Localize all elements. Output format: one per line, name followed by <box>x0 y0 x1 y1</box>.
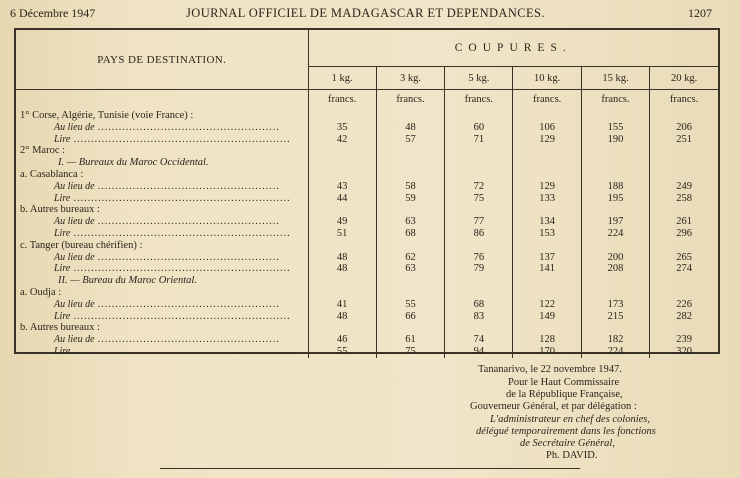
rate-cell <box>308 322 376 334</box>
rate-cell: 42 <box>336 133 348 145</box>
weight-header: 20 kg. <box>650 67 718 90</box>
rate-cell: 320 <box>650 346 718 358</box>
table-row <box>16 346 718 358</box>
rate-cell <box>581 322 649 334</box>
rate-cell <box>308 287 376 299</box>
unit-label: francs. <box>581 90 649 111</box>
rate-cell: 48 <box>376 122 444 134</box>
rate-cell: 188 <box>581 181 649 193</box>
rate-cell: 190 <box>581 134 649 146</box>
row-label <box>16 322 308 334</box>
units-row <box>16 90 718 111</box>
rate-cell: 134 <box>513 216 581 228</box>
rate-cell: 239 <box>650 334 718 346</box>
rate-cell <box>445 204 513 216</box>
rate-cell: 59 <box>376 193 444 205</box>
row-label <box>16 193 308 205</box>
rate-cell: 173 <box>581 299 649 311</box>
rate-cell <box>650 240 718 252</box>
rate-cell: 51 <box>336 227 348 239</box>
rate-cell <box>308 240 376 252</box>
rate-cell: 55 <box>376 299 444 311</box>
rate-cell <box>650 204 718 216</box>
rate-cell: 94 <box>445 346 513 358</box>
row-label-text: Lire <box>54 345 71 357</box>
rate-cell <box>581 275 649 287</box>
rate-cell: 58 <box>376 181 444 193</box>
row-label-text: Lire <box>54 263 71 275</box>
table-row <box>16 252 718 264</box>
rate-cell <box>513 287 581 299</box>
rate-cell: 68 <box>376 228 444 240</box>
rate-cell: 258 <box>650 193 718 205</box>
rate-cell <box>581 287 649 299</box>
rate-cell: 43 <box>336 180 348 192</box>
row-label <box>16 204 308 216</box>
rate-cell <box>376 157 444 169</box>
rate-cell <box>581 157 649 169</box>
row-label-text: Au lieu de <box>54 298 95 310</box>
signature-line-3: Gouverneur Général, et par délégation : <box>470 401 637 412</box>
rate-cell <box>513 204 581 216</box>
rate-cell: 249 <box>650 181 718 193</box>
row-label-text: a. Oudja : <box>20 286 62 298</box>
signature-line-2: de la République Française, <box>506 389 623 400</box>
rate-cell: 66 <box>376 311 444 323</box>
rate-cell: 251 <box>650 134 718 146</box>
rate-cell <box>308 169 376 181</box>
tariff-table-body <box>16 90 718 358</box>
rate-cell <box>650 275 718 287</box>
rate-cell: 215 <box>581 311 649 323</box>
row-label-text: Lire <box>54 310 71 322</box>
rate-cell <box>650 322 718 334</box>
rate-cell: 206 <box>650 122 718 134</box>
row-label-text: Au lieu de <box>54 334 95 346</box>
table-row <box>16 228 718 240</box>
rate-cell: 63 <box>376 216 444 228</box>
rate-cell: 170 <box>513 346 581 358</box>
table-row <box>16 311 718 323</box>
rate-cell <box>308 204 376 216</box>
rate-cell: 282 <box>650 311 718 323</box>
row-label-text: Lire <box>54 133 71 145</box>
rate-cell: 141 <box>513 263 581 275</box>
weight-header: 3 kg. <box>376 67 444 90</box>
row-label-text: Au lieu de <box>54 216 95 228</box>
row-label <box>16 110 308 122</box>
rate-cell: 129 <box>513 181 581 193</box>
rate-cell <box>513 110 581 122</box>
rate-cell: 79 <box>445 263 513 275</box>
rate-cell <box>445 240 513 252</box>
rate-cell: 149 <box>513 311 581 323</box>
row-label-text: 2° Maroc : <box>20 145 66 157</box>
rate-cell <box>445 287 513 299</box>
rate-cell: 208 <box>581 263 649 275</box>
rate-cell <box>376 204 444 216</box>
rate-cell: 226 <box>650 299 718 311</box>
row-label <box>16 181 308 193</box>
rate-cell: 75 <box>445 193 513 205</box>
row-label-text: 1° Corse, Algérie, Tunisie (voie France) : <box>20 110 194 121</box>
rate-cell: 55 <box>336 345 348 357</box>
rate-cell <box>650 169 718 181</box>
rate-cell: 68 <box>445 299 513 311</box>
row-label <box>16 228 308 240</box>
rate-cell: 265 <box>650 252 718 264</box>
row-label <box>16 346 308 358</box>
row-label <box>16 263 308 275</box>
rate-cell: 274 <box>650 263 718 275</box>
row-label-text: II. — Bureau du Maroc Oriental. <box>58 275 197 287</box>
table-row <box>16 204 718 216</box>
rate-cell: 74 <box>445 334 513 346</box>
rate-cell: 128 <box>513 334 581 346</box>
rate-cell: 224 <box>581 228 649 240</box>
rate-cell <box>581 204 649 216</box>
table-row <box>16 275 718 287</box>
header-page-number: 1207 <box>688 6 712 20</box>
signature-line-6: de Secrétaire Général, <box>520 438 615 449</box>
table-row <box>16 322 718 334</box>
rate-cell <box>376 145 444 157</box>
rate-cell <box>513 145 581 157</box>
rate-cell: 195 <box>581 193 649 205</box>
table-row <box>16 110 718 122</box>
row-label-text: Au lieu de <box>54 180 95 192</box>
rate-cell: 57 <box>376 134 444 146</box>
header-date: 6 Décembre 1947 <box>10 6 96 20</box>
rate-cell: 200 <box>581 252 649 264</box>
leader-dots: .............................................................. <box>70 133 291 145</box>
rate-cell: 62 <box>376 252 444 264</box>
signature-line-5: délégué temporairement dans les fonctions <box>476 426 656 437</box>
row-label <box>16 240 308 252</box>
rate-cell: 296 <box>650 228 718 240</box>
rate-cell: 63 <box>376 263 444 275</box>
rate-cell: 224 <box>581 346 649 358</box>
rate-cell: 76 <box>445 252 513 264</box>
rate-cell: 48 <box>336 310 348 322</box>
rate-cell <box>581 240 649 252</box>
row-label <box>16 122 308 134</box>
rate-cell <box>376 240 444 252</box>
rate-cell: 77 <box>445 216 513 228</box>
unit-label: francs. <box>445 90 513 111</box>
row-label <box>16 157 308 169</box>
table-row <box>16 263 718 275</box>
row-label <box>16 216 308 228</box>
rate-cell <box>308 110 376 122</box>
leader-dots: .............................................................. <box>70 263 291 275</box>
row-label-text: Lire <box>54 192 71 204</box>
rate-cell: 46 <box>336 334 348 346</box>
rate-cell: 61 <box>376 334 444 346</box>
unit-label: francs. <box>650 90 718 111</box>
row-label <box>16 134 308 146</box>
table-row <box>16 181 718 193</box>
leader-dots: .................................................... <box>94 180 281 192</box>
rate-cell: 86 <box>445 228 513 240</box>
rate-cell: 133 <box>513 193 581 205</box>
row-label-text: Au lieu de <box>54 251 95 263</box>
rate-cell <box>581 110 649 122</box>
rate-cell <box>308 275 376 287</box>
rate-cell <box>376 275 444 287</box>
row-label <box>16 299 308 311</box>
rate-cell <box>513 322 581 334</box>
table-row <box>16 216 718 228</box>
table-row <box>16 334 718 346</box>
rate-cell <box>376 287 444 299</box>
weight-header: 1 kg. <box>308 67 376 90</box>
leader-dots: .............................................................. <box>70 310 291 322</box>
rate-cell <box>445 110 513 122</box>
row-label <box>16 287 308 299</box>
rate-cell <box>513 240 581 252</box>
rate-cell: 72 <box>445 181 513 193</box>
rate-cell: 106 <box>513 122 581 134</box>
row-label <box>16 169 308 181</box>
rate-cell <box>650 157 718 169</box>
rate-cell: 153 <box>513 228 581 240</box>
rate-cell: 35 <box>336 121 348 133</box>
table-row <box>16 157 718 169</box>
table-row <box>16 193 718 205</box>
rate-cell <box>581 169 649 181</box>
row-label <box>16 311 308 323</box>
header-title: JOURNAL OFFICIEL DE MADAGASCAR ET DEPENDANCES. <box>186 6 545 20</box>
row-label-text: a. Casablanca : <box>20 168 84 180</box>
unit-label: francs. <box>513 90 581 111</box>
row-label <box>16 145 308 157</box>
table-row <box>16 299 718 311</box>
units-row-label <box>16 90 308 111</box>
row-label-text: c. Tanger (bureau chérifien) : <box>20 239 143 251</box>
weight-header: 10 kg. <box>513 67 581 90</box>
rate-cell <box>376 110 444 122</box>
unit-label: francs. <box>328 94 357 106</box>
rate-cell <box>650 110 718 122</box>
leader-dots: .................................................... <box>94 216 281 228</box>
rate-cell <box>376 169 444 181</box>
row-label <box>16 275 308 287</box>
rate-cell: 155 <box>581 122 649 134</box>
table-row <box>16 122 718 134</box>
rate-cell <box>376 322 444 334</box>
row-label-text: Lire <box>54 227 71 239</box>
leader-dots: .................................................... <box>94 121 281 133</box>
rate-cell <box>445 169 513 181</box>
leader-dots: .................................................... <box>94 251 281 263</box>
rate-cell <box>308 157 376 169</box>
rate-cell: 48 <box>336 263 348 275</box>
rate-cell: 197 <box>581 216 649 228</box>
row-label <box>16 252 308 264</box>
table-row <box>16 134 718 146</box>
rate-cell: 71 <box>445 134 513 146</box>
leader-dots: .............................................................. <box>70 227 291 239</box>
weight-header: 5 kg. <box>445 67 513 90</box>
leader-dots: .................................................... <box>94 334 281 346</box>
table-row <box>16 145 718 157</box>
rate-cell <box>445 322 513 334</box>
row-label-text: b. Autres bureaux : <box>20 204 100 216</box>
rate-cell <box>581 145 649 157</box>
rate-cell: 122 <box>513 299 581 311</box>
rate-cell <box>513 275 581 287</box>
rate-cell: 83 <box>445 311 513 323</box>
page-divider <box>160 468 580 469</box>
rate-cell <box>445 157 513 169</box>
rate-cell: 48 <box>336 251 348 263</box>
rate-cell: 41 <box>336 298 348 310</box>
rate-cell <box>513 169 581 181</box>
rate-cell <box>513 157 581 169</box>
signature-name: Ph. DAVID. <box>546 450 598 461</box>
row-label-text: I. — Bureaux du Maroc Occidental. <box>58 157 209 169</box>
unit-label: francs. <box>376 90 444 111</box>
rate-cell <box>650 287 718 299</box>
leader-dots: .............................................................. <box>70 345 291 357</box>
signature-line-4: L'administrateur en chef des colonies, <box>490 414 651 425</box>
rate-cell <box>650 145 718 157</box>
rate-cell: 261 <box>650 216 718 228</box>
rate-cell: 60 <box>445 122 513 134</box>
table-row <box>16 169 718 181</box>
leader-dots: .................................................... <box>94 298 281 310</box>
tariff-table <box>14 28 720 357</box>
row-label-text: b. Autres bureaux : <box>20 322 100 334</box>
rate-cell: 75 <box>376 346 444 358</box>
rate-cell: 137 <box>513 252 581 264</box>
rate-cell <box>308 145 376 157</box>
rate-cell: 129 <box>513 134 581 146</box>
signature-place-date: Tananarivo, le 22 novembre 1947. <box>478 364 622 375</box>
weight-header: 15 kg. <box>581 67 649 90</box>
coupures-column-header: COUPURES. <box>308 30 718 67</box>
signature-line-1: Pour le Haut Commissaire <box>508 377 620 388</box>
row-label-text: Au lieu de <box>54 121 95 133</box>
destination-column-header: PAYS DE DESTINATION. <box>16 30 308 90</box>
rate-cell: 49 <box>336 216 348 228</box>
rate-cell: 182 <box>581 334 649 346</box>
rate-cell: 44 <box>336 192 348 204</box>
table-row <box>16 287 718 299</box>
row-label <box>16 334 308 346</box>
table-row <box>16 240 718 252</box>
rate-cell <box>445 275 513 287</box>
leader-dots: .............................................................. <box>70 192 291 204</box>
rate-cell <box>445 145 513 157</box>
